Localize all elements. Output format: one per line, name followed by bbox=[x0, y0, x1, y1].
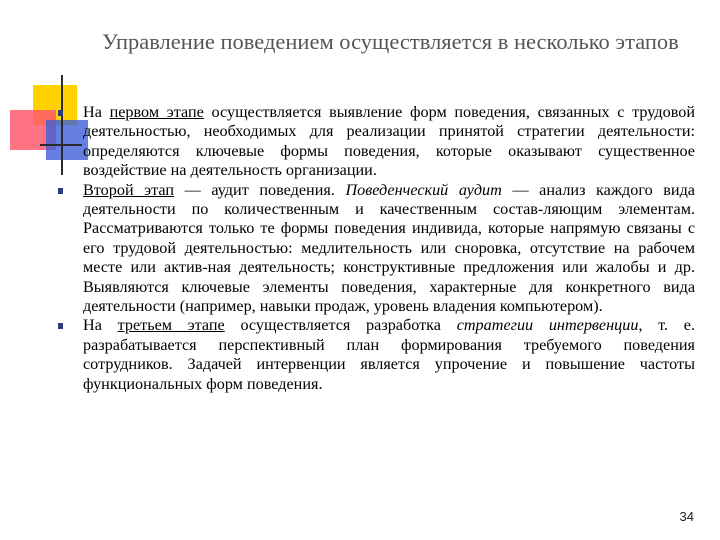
item-italic: Поведенческий аудит bbox=[345, 180, 502, 199]
page-number: 34 bbox=[679, 509, 694, 524]
item-text: осуществляется разработка bbox=[224, 316, 457, 335]
bullet-list bbox=[50, 103, 695, 394]
item-text: На bbox=[83, 316, 118, 335]
item-text: , т. е. разрабатывается перспективный план формирования требуемого поведения сотрудников. Задачей интервенции является упрочение и повышение частоты функциональных форм поведения. bbox=[83, 316, 695, 393]
list-item bbox=[50, 181, 695, 317]
bullet-icon bbox=[58, 188, 63, 194]
bullet-icon bbox=[58, 110, 63, 116]
list-item bbox=[50, 316, 695, 394]
bullet-icon bbox=[58, 323, 63, 329]
item-text: осуществляется выявление форм поведения, связанных с трудовой деятельностью, необходимых для реализации принятой стратегии деятельности: определяются ключевые формы поведения, которые оказывают существенное воздействие на деятельность организации. bbox=[83, 103, 695, 180]
item-text: — аудит поведения. bbox=[174, 180, 346, 199]
item-underlined: Второй этап bbox=[83, 180, 175, 199]
item-underlined: первом этапе bbox=[109, 103, 204, 121]
item-underlined: третьем этапе bbox=[117, 316, 225, 335]
item-text: На bbox=[83, 103, 110, 121]
slide-title: Управление поведением осуществляется в несколько этапов bbox=[102, 29, 679, 54]
list-item bbox=[50, 103, 695, 181]
item-italic: стратегии интервенции bbox=[456, 316, 639, 335]
item-text: — анализ каждого вида деятельности по количественным и качественным состав-ляющим элементам. Рассматриваются только те формы поведения индивида, которые напрямую связаны с его трудовой деятельностью: медлительность или сноровка, отсутствие на рабочем месте или актив-ная деятельность; конструктивные предложения или жалобы и др. Выявляются ключевые элементы поведения, характерные для конкретного вида деятельности (например, навыки продаж, уровень владения компьютером). bbox=[83, 180, 695, 316]
